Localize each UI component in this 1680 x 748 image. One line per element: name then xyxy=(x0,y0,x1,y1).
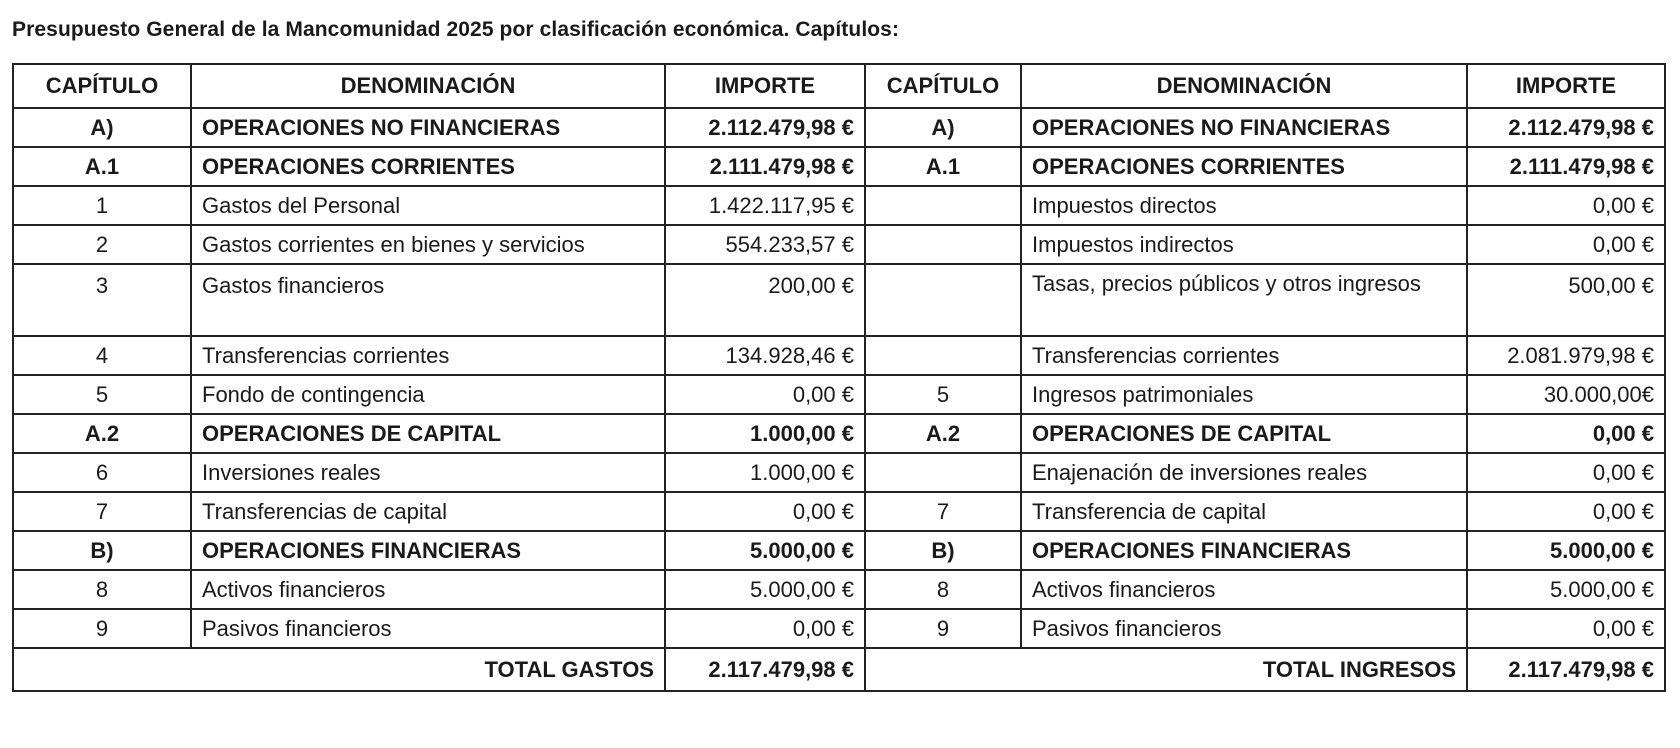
gastos-capitulo: 9 xyxy=(13,609,191,648)
ingresos-importe: 0,00 € xyxy=(1467,225,1665,264)
ingresos-capitulo xyxy=(865,186,1021,225)
gastos-importe: 0,00 € xyxy=(665,492,865,531)
ingresos-denominacion: Impuestos directos xyxy=(1021,186,1467,225)
gastos-denominacion: Transferencias de capital xyxy=(191,492,665,531)
gastos-capitulo: 6 xyxy=(13,453,191,492)
gastos-capitulo: 3 xyxy=(13,264,191,336)
table-row xyxy=(13,147,1665,186)
ingresos-capitulo: 8 xyxy=(865,570,1021,609)
gastos-denominacion: OPERACIONES CORRIENTES xyxy=(191,147,665,186)
header-importe-gastos: IMPORTE xyxy=(665,64,865,108)
total-ingresos-label: TOTAL INGRESOS xyxy=(865,648,1467,691)
gastos-importe: 2.112.479,98 € xyxy=(665,108,865,147)
gastos-capitulo: 1 xyxy=(13,186,191,225)
header-denominacion-ingresos: DENOMINACIÓN xyxy=(1021,64,1467,108)
table-row xyxy=(13,570,1665,609)
gastos-importe: 200,00 € xyxy=(665,264,865,336)
table-row xyxy=(13,186,1665,225)
ingresos-denominacion: Ingresos patrimoniales xyxy=(1021,375,1467,414)
ingresos-importe: 30.000,00€ xyxy=(1467,375,1665,414)
ingresos-importe: 2.111.479,98 € xyxy=(1467,147,1665,186)
ingresos-importe: 0,00 € xyxy=(1467,609,1665,648)
ingresos-denominacion: Transferencia de capital xyxy=(1021,492,1467,531)
gastos-capitulo: A.2 xyxy=(13,414,191,453)
gastos-denominacion: Gastos del Personal xyxy=(191,186,665,225)
header-capitulo-ingresos: CAPÍTULO xyxy=(865,64,1021,108)
totals-row xyxy=(13,648,1665,691)
gastos-capitulo: 8 xyxy=(13,570,191,609)
gastos-denominacion: OPERACIONES FINANCIERAS xyxy=(191,531,665,570)
ingresos-capitulo: 7 xyxy=(865,492,1021,531)
ingresos-denominacion: Enajenación de inversiones reales xyxy=(1021,453,1467,492)
gastos-capitulo: A) xyxy=(13,108,191,147)
table-row xyxy=(13,336,1665,375)
ingresos-importe: 0,00 € xyxy=(1467,414,1665,453)
ingresos-capitulo: A) xyxy=(865,108,1021,147)
table-row xyxy=(13,225,1665,264)
ingresos-denominacion: Impuestos indirectos xyxy=(1021,225,1467,264)
ingresos-denominacion: Pasivos financieros xyxy=(1021,609,1467,648)
gastos-importe: 554.233,57 € xyxy=(665,225,865,264)
ingresos-capitulo: A.2 xyxy=(865,414,1021,453)
table-row xyxy=(13,531,1665,570)
table-row xyxy=(13,264,1665,336)
gastos-capitulo: 5 xyxy=(13,375,191,414)
header-importe-ingresos: IMPORTE xyxy=(1467,64,1665,108)
ingresos-capitulo xyxy=(865,264,1021,336)
table-header-row xyxy=(13,64,1665,108)
ingresos-capitulo xyxy=(865,453,1021,492)
ingresos-capitulo: B) xyxy=(865,531,1021,570)
table-row xyxy=(13,108,1665,147)
gastos-importe: 0,00 € xyxy=(665,609,865,648)
header-capitulo-gastos: CAPÍTULO xyxy=(13,64,191,108)
gastos-importe: 134.928,46 € xyxy=(665,336,865,375)
ingresos-capitulo xyxy=(865,225,1021,264)
ingresos-importe: 5.000,00 € xyxy=(1467,531,1665,570)
ingresos-capitulo: 9 xyxy=(865,609,1021,648)
gastos-capitulo: A.1 xyxy=(13,147,191,186)
gastos-importe: 0,00 € xyxy=(665,375,865,414)
gastos-denominacion: Inversiones reales xyxy=(191,453,665,492)
gastos-denominacion: Gastos financieros xyxy=(191,264,665,336)
ingresos-importe: 500,00 € xyxy=(1467,264,1665,336)
total-gastos-value: 2.117.479,98 € xyxy=(665,648,865,691)
gastos-capitulo: 2 xyxy=(13,225,191,264)
ingresos-importe: 5.000,00 € xyxy=(1467,570,1665,609)
budget-table xyxy=(12,63,1666,692)
gastos-capitulo: B) xyxy=(13,531,191,570)
ingresos-capitulo: 5 xyxy=(865,375,1021,414)
ingresos-denominacion: Transferencias corrientes xyxy=(1021,336,1467,375)
document-title: Presupuesto General de la Mancomunidad 2025 por clasificación económica. Capítulos: xyxy=(12,18,900,41)
header-denominacion-gastos: DENOMINACIÓN xyxy=(191,64,665,108)
gastos-denominacion: Fondo de contingencia xyxy=(191,375,665,414)
gastos-denominacion: Pasivos financieros xyxy=(191,609,665,648)
table-row xyxy=(13,453,1665,492)
ingresos-capitulo xyxy=(865,336,1021,375)
total-ingresos-value: 2.117.479,98 € xyxy=(1467,648,1665,691)
gastos-importe: 5.000,00 € xyxy=(665,531,865,570)
ingresos-denominacion: OPERACIONES FINANCIERAS xyxy=(1021,531,1467,570)
ingresos-importe: 0,00 € xyxy=(1467,186,1665,225)
table-row xyxy=(13,414,1665,453)
table-row xyxy=(13,609,1665,648)
gastos-capitulo: 4 xyxy=(13,336,191,375)
gastos-denominacion: OPERACIONES NO FINANCIERAS xyxy=(191,108,665,147)
ingresos-denominacion: OPERACIONES NO FINANCIERAS xyxy=(1021,108,1467,147)
ingresos-denominacion: Tasas, precios públicos y otros ingresos xyxy=(1021,264,1467,336)
gastos-denominacion: OPERACIONES DE CAPITAL xyxy=(191,414,665,453)
table-row xyxy=(13,492,1665,531)
ingresos-denominacion: OPERACIONES DE CAPITAL xyxy=(1021,414,1467,453)
gastos-importe: 5.000,00 € xyxy=(665,570,865,609)
ingresos-importe: 2.112.479,98 € xyxy=(1467,108,1665,147)
gastos-denominacion: Gastos corrientes en bienes y servicios xyxy=(191,225,665,264)
gastos-importe: 2.111.479,98 € xyxy=(665,147,865,186)
total-gastos-label: TOTAL GASTOS xyxy=(13,648,665,691)
ingresos-importe: 0,00 € xyxy=(1467,453,1665,492)
gastos-importe: 1.000,00 € xyxy=(665,414,865,453)
gastos-importe: 1.000,00 € xyxy=(665,453,865,492)
gastos-denominacion: Transferencias corrientes xyxy=(191,336,665,375)
ingresos-denominacion: Activos financieros xyxy=(1021,570,1467,609)
gastos-denominacion: Activos financieros xyxy=(191,570,665,609)
table-row xyxy=(13,375,1665,414)
gastos-capitulo: 7 xyxy=(13,492,191,531)
ingresos-denominacion: OPERACIONES CORRIENTES xyxy=(1021,147,1467,186)
gastos-importe: 1.422.117,95 € xyxy=(665,186,865,225)
ingresos-importe: 0,00 € xyxy=(1467,492,1665,531)
ingresos-importe: 2.081.979,98 € xyxy=(1467,336,1665,375)
ingresos-capitulo: A.1 xyxy=(865,147,1021,186)
